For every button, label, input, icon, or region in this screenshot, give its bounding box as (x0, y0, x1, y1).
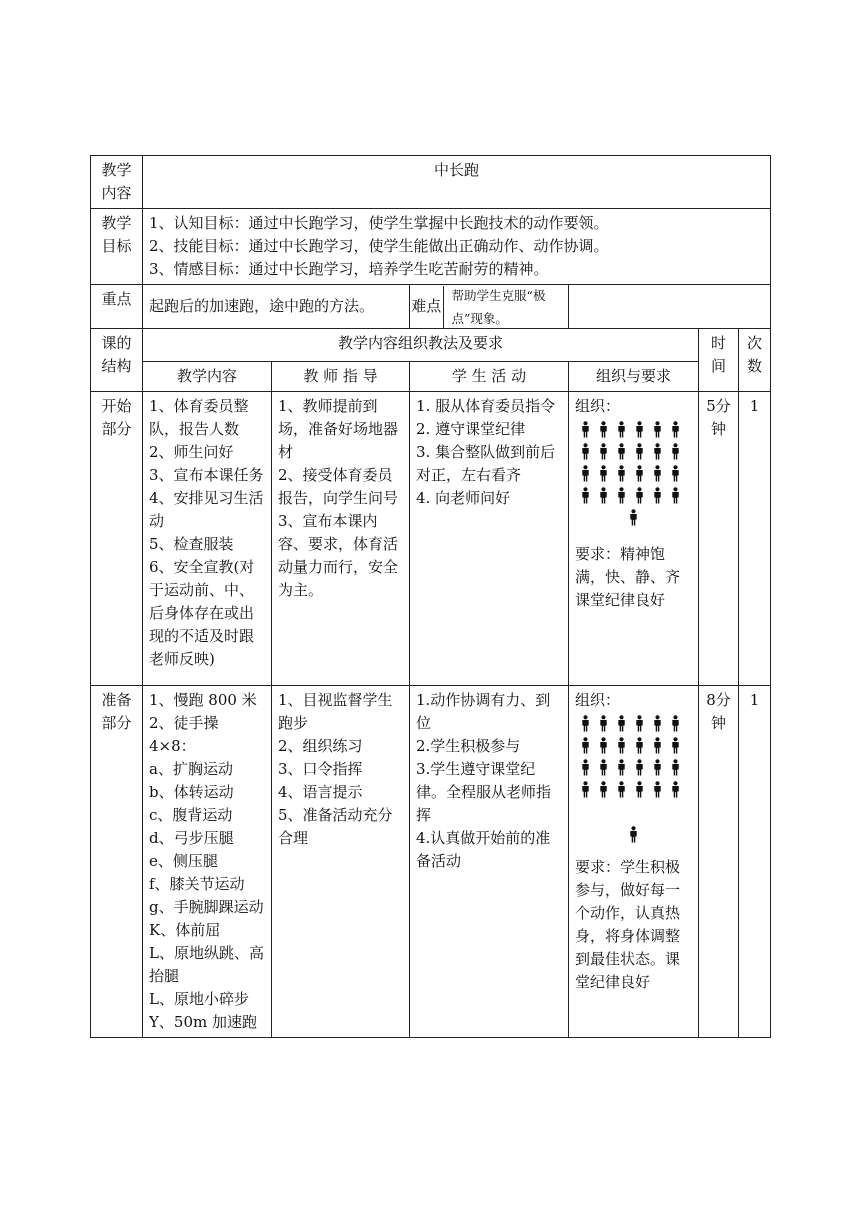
content-item: g、手腕脚踝运动 (149, 898, 264, 916)
student-figure-icon (635, 421, 644, 438)
formation-row (575, 463, 692, 484)
start-section-name: 开始部分 (91, 392, 143, 686)
content-item: L、原地纵跳、高抬腿 (149, 944, 264, 985)
start-count: 1 (739, 392, 771, 686)
content-item: 1、体育委员整队，报告人数 (149, 397, 249, 438)
teacher-item: 1、目视监督学生跑步 (278, 691, 393, 732)
difficulty-cell (410, 285, 569, 329)
content-item: 4、安排见习生活动 (149, 489, 264, 530)
student-figure-icon (617, 759, 626, 776)
difficulty-spill (569, 285, 771, 329)
content-item: c、腹背运动 (149, 806, 233, 824)
start-content-cell (143, 392, 272, 686)
content-item: K、体前屈 (149, 921, 221, 939)
start-org-cell (569, 392, 699, 686)
sub-header-teacher: 教 师 指 导 (272, 362, 410, 392)
formation-row (575, 735, 692, 756)
prep-count: 1 (739, 686, 771, 1038)
student-figure-icon (599, 443, 608, 460)
student-figure-icon (635, 715, 644, 732)
student-figure-icon (581, 487, 590, 504)
group-title-header: 教学内容组织教法及要求 (143, 329, 699, 362)
teacher-position (575, 507, 692, 528)
structure-header: 课的结构 (91, 329, 143, 392)
prep-section-row (91, 686, 771, 1038)
prep-org-cell (569, 686, 699, 1038)
start-section-row (91, 392, 771, 686)
student-figure-icon (617, 781, 626, 798)
student-item: 3.学生遵守课堂纪律。全程服从老师指挥 (416, 760, 552, 824)
student-item: 2.学生积极参与 (416, 737, 521, 755)
prep-time: 8分钟 (699, 686, 739, 1038)
student-figure-icon (581, 421, 590, 438)
content-item: 2、徒手操 4×8： (149, 714, 219, 755)
student-figure-icon (671, 759, 680, 776)
goal-line: 3、情感目标：通过中长跑学习，培养学生吃苦耐劳的精神。 (149, 260, 549, 278)
student-figure-icon (653, 443, 662, 460)
key-value: 起跑后的加速跑，途中跑的方法。 (143, 285, 410, 329)
teacher-item: 2、组织练习 (278, 737, 363, 755)
student-figure-icon (599, 781, 608, 798)
student-item: 4.认真做开始前的准备活动 (416, 829, 551, 870)
org-requirement: 要求：精神饱满，快、静、齐课堂纪律良好 (575, 545, 681, 609)
content-item: 6、安全宣教(对于运动前、中、后身体存在或出现的不适及时跟老师反映) (149, 558, 255, 668)
student-figure-icon (635, 465, 644, 482)
student-figure-icon (671, 443, 680, 460)
content-item: Y、50m 加速跑 (149, 1013, 257, 1031)
student-figure-icon (581, 737, 590, 754)
difficulty-value: 帮助学生克服“极点”现象。 (451, 287, 546, 326)
student-figure-icon (653, 421, 662, 438)
formation-row (575, 713, 692, 734)
org-label: 组织： (575, 397, 621, 415)
student-figure-icon (617, 737, 626, 754)
student-figure-icon (581, 443, 590, 460)
student-figure-icon (599, 487, 608, 504)
student-figure-icon (617, 443, 626, 460)
teacher-item: 5、准备活动充分合理 (278, 806, 393, 847)
content-item: 1、慢跑 800 米 (149, 691, 257, 709)
student-figure-icon (635, 443, 644, 460)
content-item: d、弓步压腿 (149, 829, 234, 847)
key-label: 重点 (91, 285, 143, 329)
student-item: 1.动作协调有力、到位 (416, 691, 551, 732)
formation-row (575, 757, 692, 778)
formation-row (575, 419, 692, 440)
teacher-item: 3、口令指挥 (278, 760, 363, 778)
content-item: e、侧压腿 (149, 852, 218, 870)
formation-row (575, 441, 692, 462)
formation-row (575, 485, 692, 506)
goals-row (91, 209, 771, 285)
student-figure-icon (581, 759, 590, 776)
student-figure-icon (653, 465, 662, 482)
sub-header-org: 组织与要求 (569, 362, 699, 392)
difficulty-label: 难点 (410, 286, 444, 328)
student-figure-icon (635, 781, 644, 798)
time-header: 时间 (699, 329, 739, 392)
student-figure-icon (617, 421, 626, 438)
student-figure-icon (617, 715, 626, 732)
start-student-cell (410, 392, 569, 686)
student-figure-icon (599, 737, 608, 754)
start-time: 5分钟 (699, 392, 739, 686)
student-figure-icon (635, 487, 644, 504)
student-item: 3. 集合整队做到前后对正，左右看齐 (416, 443, 556, 484)
teacher-position (575, 824, 692, 845)
prep-formation (575, 713, 692, 800)
sub-header-student: 学 生 活 动 (410, 362, 569, 392)
student-figure-icon (653, 487, 662, 504)
content-value: 中长跑 (143, 156, 771, 209)
student-figure-icon (671, 465, 680, 482)
sub-header-content: 教学内容 (143, 362, 272, 392)
teacher-item: 2、接受体育委员报告，向学生问号 (278, 466, 399, 507)
teacher-item: 1、教师提前到场，准备好场地器材 (278, 397, 399, 461)
content-label: 教学内容 (91, 156, 143, 209)
content-item: a、扩胸运动 (149, 760, 233, 778)
goal-line: 1、认知目标：通过中长跑学习，使学生掌握中长跑技术的动作要领。 (149, 214, 609, 232)
content-item: b、体转运动 (149, 783, 234, 801)
header-row-1 (91, 329, 771, 362)
lesson-plan-table (90, 155, 771, 1038)
prep-content-cell (143, 686, 272, 1038)
student-figure-icon (653, 781, 662, 798)
teacher-item: 3、宣布本课内容、要求，体育活动量力而行，安全为主。 (278, 512, 399, 599)
student-figure-icon (635, 759, 644, 776)
student-figure-icon (581, 465, 590, 482)
goals-value (143, 209, 771, 285)
org-label: 组织： (575, 691, 621, 709)
content-item: f、膝关节运动 (149, 875, 245, 893)
prep-teacher-cell (272, 686, 410, 1038)
content-item: 3、宣布本课任务 (149, 466, 264, 484)
teacher-figure-icon (629, 509, 638, 526)
goals-label: 教学目标 (91, 209, 143, 285)
content-row (91, 156, 771, 209)
content-item: L、原地小碎步 (149, 990, 249, 1008)
student-figure-icon (653, 759, 662, 776)
student-figure-icon (635, 737, 644, 754)
start-formation (575, 419, 692, 506)
formation-row (575, 779, 692, 800)
student-figure-icon (617, 465, 626, 482)
org-requirement: 要求：学生积极参与，做好每一个动作，认真热身，将身体调整到最佳状态。课堂纪律良好 (575, 858, 681, 991)
key-row (91, 285, 771, 329)
student-figure-icon (617, 487, 626, 504)
prep-student-cell (410, 686, 569, 1038)
count-header: 次数 (739, 329, 771, 392)
content-item: 2、师生问好 (149, 443, 234, 461)
student-figure-icon (581, 715, 590, 732)
student-figure-icon (599, 421, 608, 438)
student-figure-icon (671, 715, 680, 732)
student-item: 2. 遵守课堂纪律 (416, 420, 526, 438)
student-figure-icon (671, 487, 680, 504)
student-figure-icon (671, 737, 680, 754)
student-figure-icon (599, 759, 608, 776)
start-teacher-cell (272, 392, 410, 686)
teacher-figure-icon (629, 826, 638, 843)
student-item: 1. 服从体育委员指令 (416, 397, 556, 415)
student-figure-icon (599, 715, 608, 732)
content-item: 5、检查服装 (149, 535, 234, 553)
header-row-2 (91, 362, 771, 392)
student-figure-icon (653, 715, 662, 732)
teacher-item: 4、语言提示 (278, 783, 363, 801)
student-item: 4. 向老师问好 (416, 489, 511, 507)
student-figure-icon (599, 465, 608, 482)
prep-section-name: 准备部分 (91, 686, 143, 1038)
goal-line: 2、技能目标：通过中长跑学习，使学生能做出正确动作、动作协调。 (149, 237, 609, 255)
student-figure-icon (671, 781, 680, 798)
student-figure-icon (671, 421, 680, 438)
student-figure-icon (581, 781, 590, 798)
student-figure-icon (653, 737, 662, 754)
